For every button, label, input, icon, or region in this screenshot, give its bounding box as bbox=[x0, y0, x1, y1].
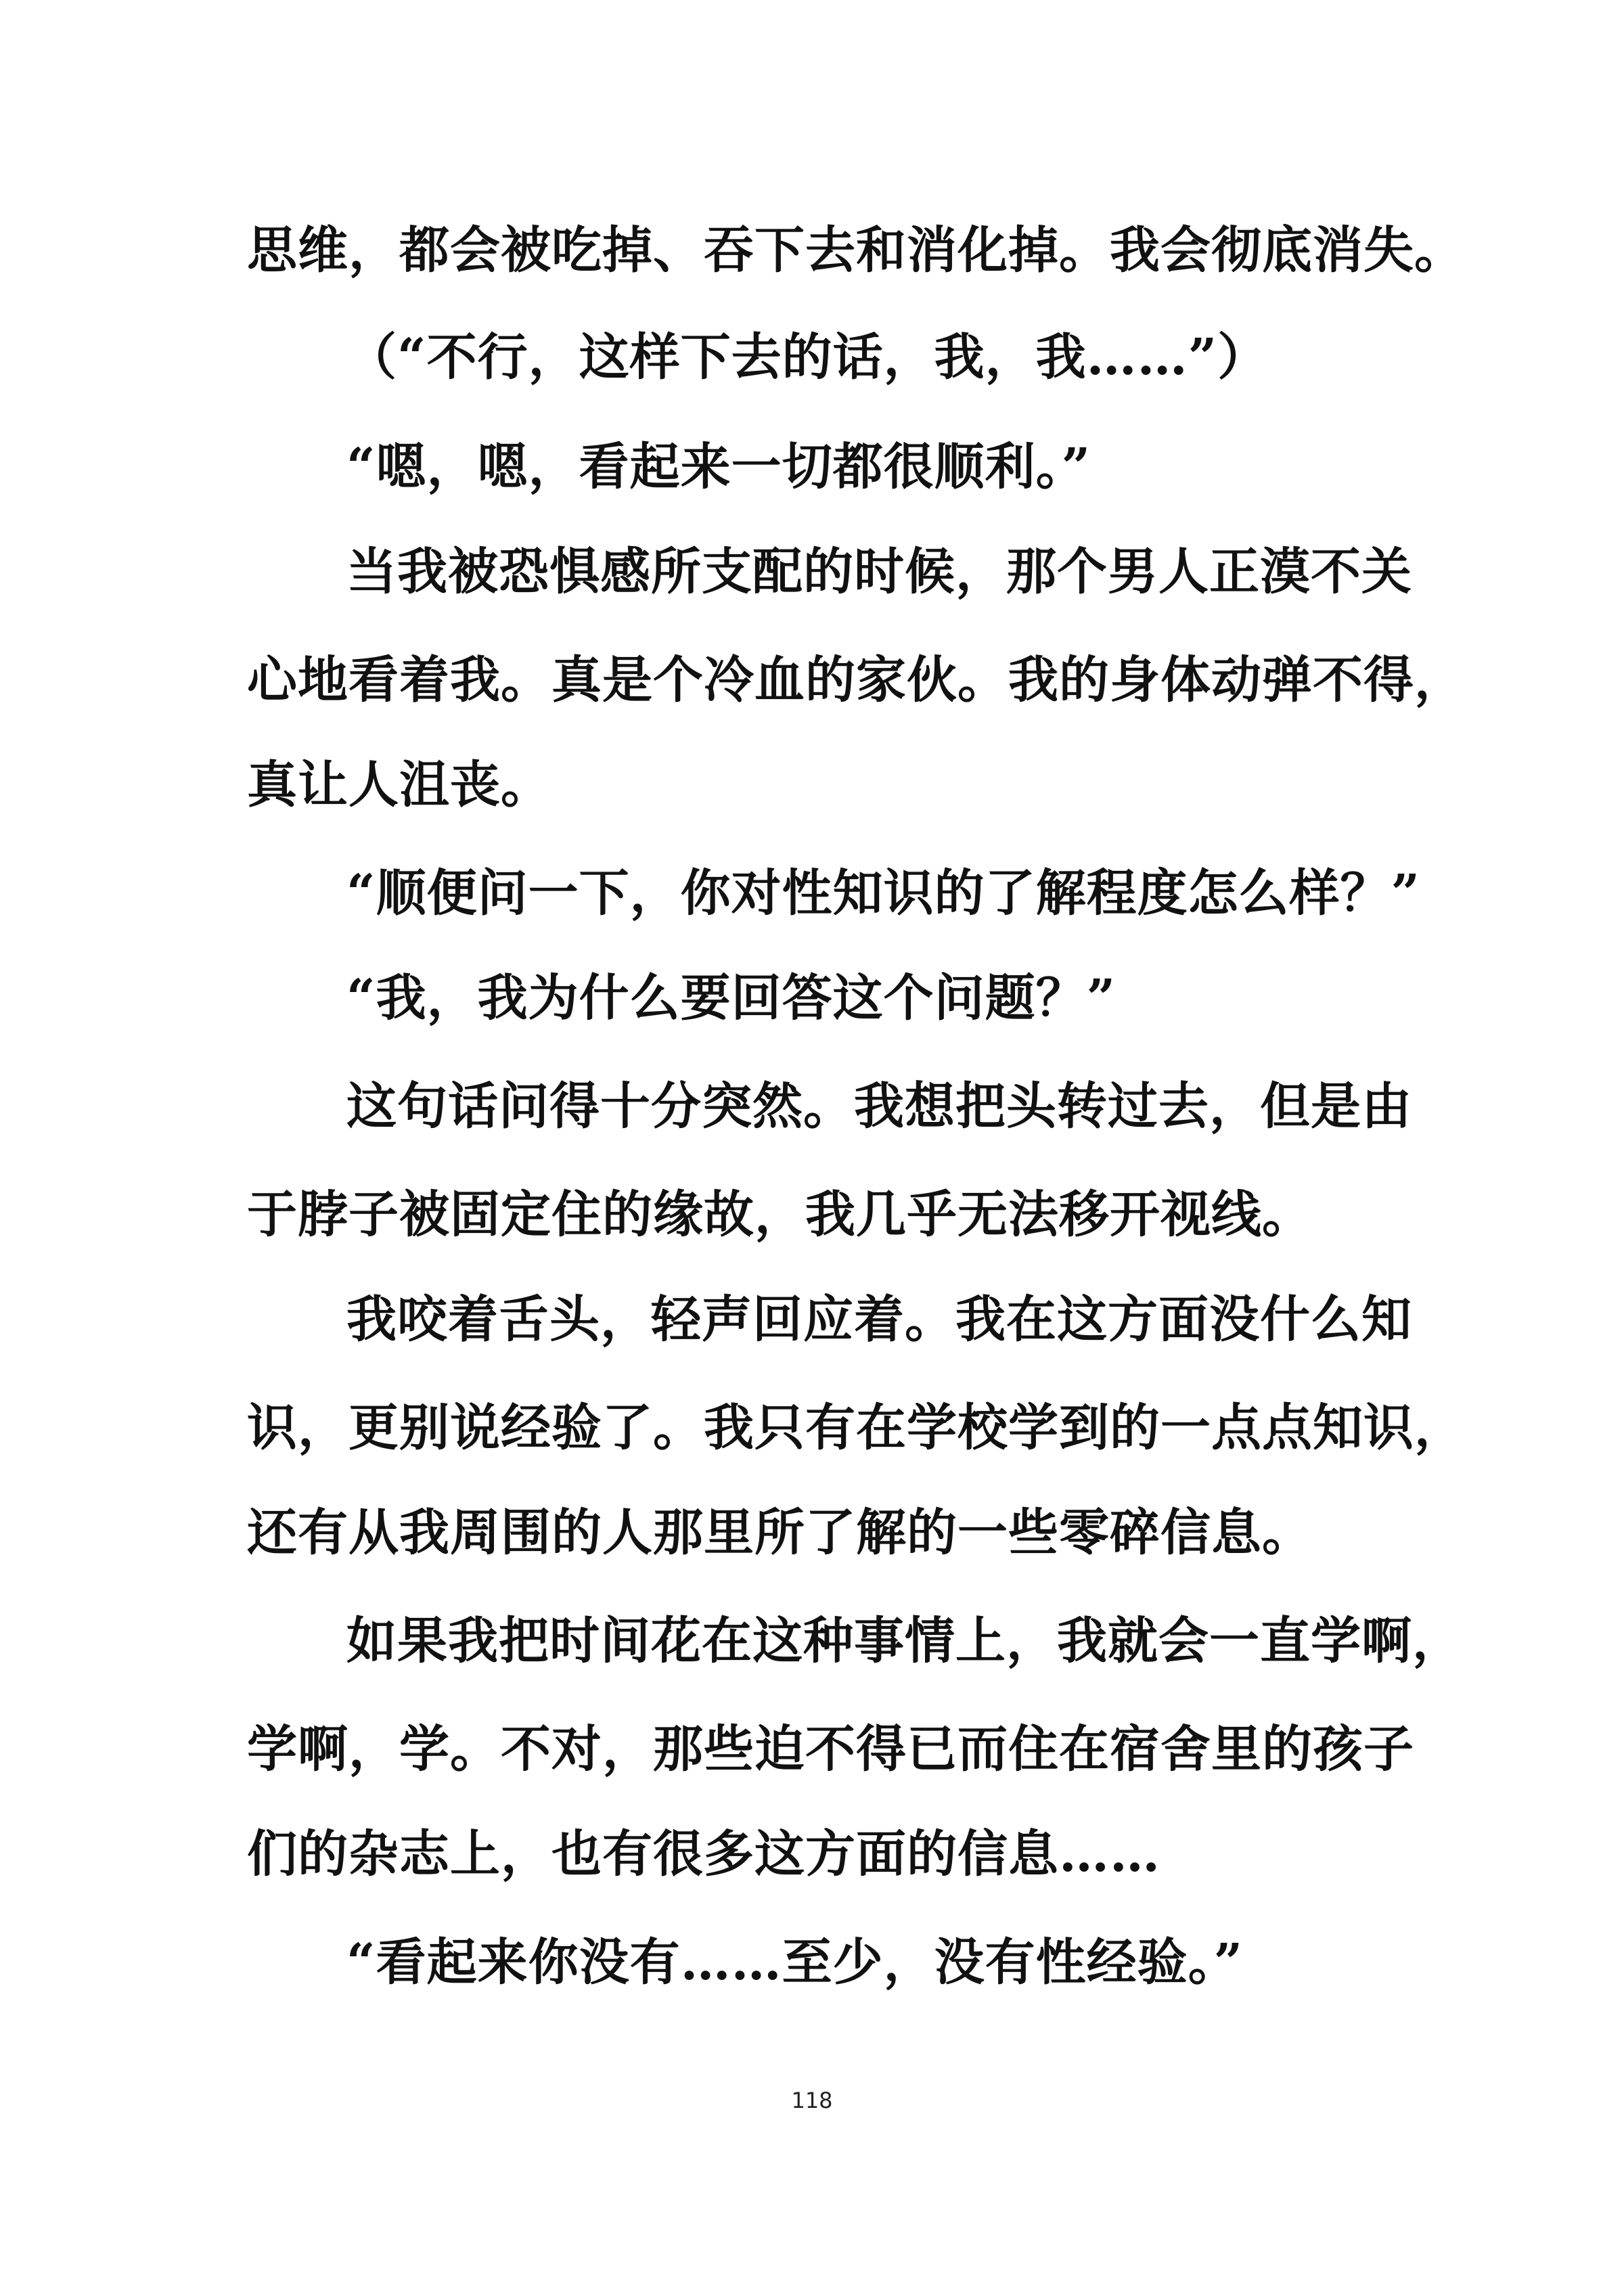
text-line-16: 们的杂志上，也有很多这方面的信息…… bbox=[247, 1825, 1160, 1883]
text-line-8: “我，我为什么要回答这个问题？” bbox=[346, 969, 1116, 1027]
text-line-2: （“不行，这样下去的话，我，我……”） bbox=[346, 328, 1269, 386]
text-line-7: “顺便问一下，你对性知识的了解程度怎么样？” bbox=[346, 864, 1421, 922]
text-line-15: 学啊，学。不对，那些迫不得已而住在宿舍里的孩子 bbox=[247, 1720, 1414, 1778]
text-line-5: 心地看着我。真是个冷血的家伙。我的身体动弹不得， bbox=[247, 651, 1465, 709]
text-line-13: 还有从我周围的人那里所了解的一些零碎信息。 bbox=[247, 1504, 1313, 1562]
text-line-12: 识，更别说经验了。我只有在学校学到的一点点知识， bbox=[247, 1399, 1465, 1457]
text-line-10: 于脖子被固定住的缘故，我几乎无法移开视线。 bbox=[247, 1186, 1313, 1244]
text-line-6: 真让人沮丧。 bbox=[247, 756, 551, 814]
text-line-14: 如果我把时间花在这种事情上，我就会一直学啊， bbox=[346, 1612, 1463, 1670]
text-line-11: 我咬着舌头，轻声回应着。我在这方面没什么知 bbox=[346, 1290, 1412, 1349]
text-line-9: 这句话问得十分突然。我想把头转过去，但是由 bbox=[346, 1077, 1412, 1135]
page-number: 118 bbox=[791, 2088, 833, 2113]
text-line-3: “嗯，嗯，看起来一切都很顺利。” bbox=[346, 438, 1091, 496]
text-line-17: “看起来你没有……至少，没有性经验。” bbox=[346, 1933, 1244, 1991]
text-line-1: 思维，都会被吃掉、吞下去和消化掉。我会彻底消失。 bbox=[247, 221, 1465, 279]
text-line-4: 当我被恐惧感所支配的时候，那个男人正漠不关 bbox=[346, 543, 1412, 601]
